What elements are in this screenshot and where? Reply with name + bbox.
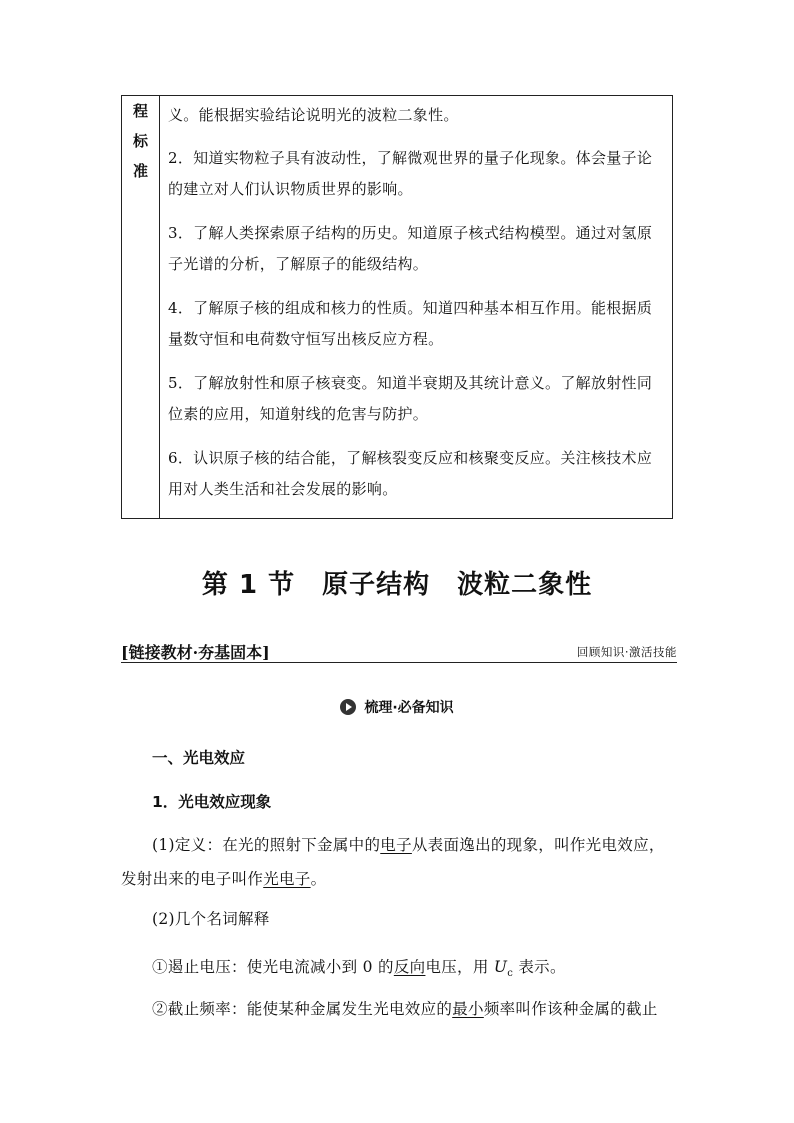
underlined-answer: 最小 [452, 1000, 484, 1018]
standard-item: 3．了解人类探索原子结构的历史。知道原子核式结构模型。通过对氢原子光谱的分析，了解原子的能级结构。 [168, 223, 653, 273]
text-run: 频率叫作该种金属的截止 [483, 1000, 658, 1018]
bar-right-label: 回顾知识·激活技能 [576, 645, 677, 659]
text-run: (1)定义：在光的照射下金属中的 [152, 836, 381, 854]
heading-level-1: 一、光电效应 [152, 749, 246, 767]
label-char: 准 [132, 162, 148, 180]
text-run: ②截止频率：能使某种金属发生光电效应的 [152, 1000, 453, 1018]
standard-item: 6．认识原子核的结合能，了解核裂变反应和核聚变反应。关注核技术应用对人类生活和社会发展的影响。 [168, 448, 653, 498]
standard-item: 5．了解放射性和原子核衰变。知道半衰期及其统计意义。了解放射性同位素的应用，知道射线的危害与防护。 [168, 373, 653, 423]
symbol-subscript: c [507, 968, 514, 980]
standards-label-cell [122, 96, 160, 518]
play-icon [340, 699, 356, 715]
underlined-answer: 光电子 [263, 870, 311, 888]
standard-item: 2．知道实物粒子具有波动性，了解微观世界的量子化现象。体会量子论的建立对人们认识物质世界的影响。 [168, 148, 653, 198]
standards-content-cell [168, 100, 664, 518]
symbol: U [493, 958, 508, 976]
text-run: ①遏止电压：使光电流减小到 0 的 [152, 958, 394, 976]
label-char: 标 [132, 132, 148, 150]
heading-level-2: 1．光电效应现象 [152, 793, 272, 811]
section-title: 第 1 节 原子结构 波粒二象性 [201, 570, 593, 600]
text-run: 从表面逸出的现象，叫作光电效应，发射出来的电子叫作 [121, 836, 665, 888]
paragraph-definition [121, 828, 677, 896]
sub-header [0, 697, 794, 717]
underlined-answer: 电子 [380, 836, 412, 854]
text-run: 电压，用 [425, 958, 494, 976]
label-char: 程 [132, 102, 148, 120]
paragraph-terms: (2)几个名词解释 [152, 910, 270, 928]
text-run: 表示。 [513, 958, 566, 976]
section-bar [121, 640, 677, 663]
sub-header-text: 梳理·必备知识 [364, 700, 454, 716]
standard-item: 4．了解原子核的组成和核力的性质。知道四种基本相互作用。能根据质量数守恒和电荷数守恒写出核反应方程。 [168, 298, 653, 348]
bar-left-label: [链接教材·夯基固本] [121, 643, 270, 662]
text-run: 。 [310, 870, 327, 888]
underlined-answer: 反向 [393, 958, 426, 976]
curriculum-standards-table [121, 95, 673, 519]
paragraph-stopping-voltage [121, 950, 677, 991]
paragraph-cutoff-frequency [121, 992, 677, 1026]
standard-item: 义。能根据实验结论说明光的波粒二象性。 [168, 106, 459, 124]
